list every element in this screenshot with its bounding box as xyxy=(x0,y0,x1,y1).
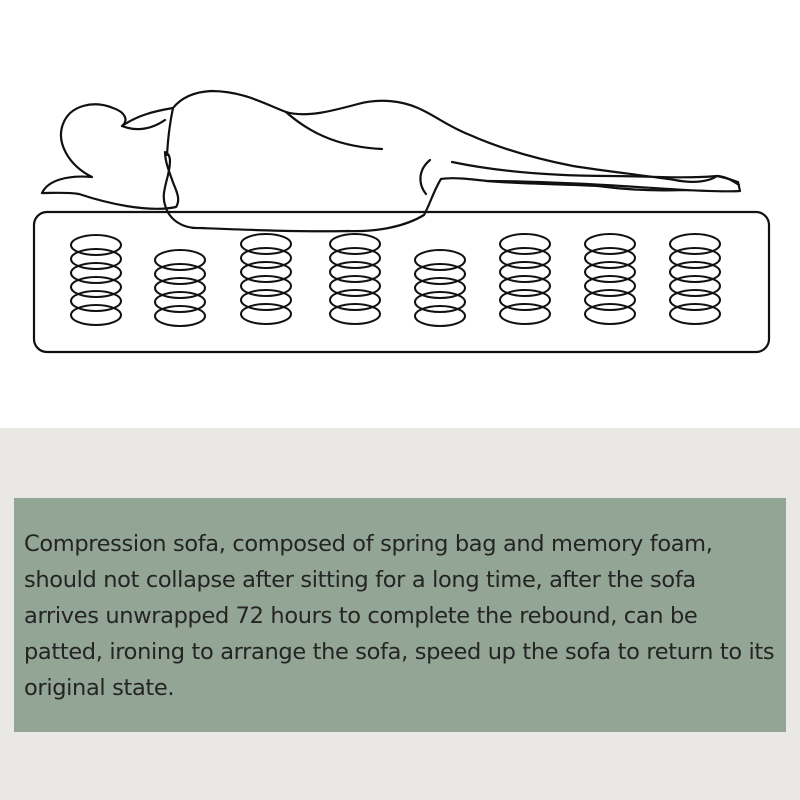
spring-coil xyxy=(415,306,465,326)
spring-coil xyxy=(330,304,380,324)
coil-spring-icon xyxy=(585,234,635,324)
caption-box xyxy=(14,498,786,732)
coil-spring-icon xyxy=(155,250,205,326)
spring-coil xyxy=(71,305,121,325)
spring-coil xyxy=(585,304,635,324)
coil-spring-icon xyxy=(241,234,291,324)
coil-spring-icon xyxy=(415,250,465,326)
caption-panel xyxy=(0,428,800,800)
leg-line-upper xyxy=(452,162,717,177)
caption-text: Compression sofa, composed of spring bag and memory foam, should not collapse after sitting for a long time, after the sofa arrives unwrapped 72 hours to complete the rebound, can be patted, ironing to arrange the sofa, speed up the sofa to return to its original state. xyxy=(24,531,775,701)
spring-coil xyxy=(500,304,550,324)
shoulder-line xyxy=(167,108,173,155)
lying-person-icon xyxy=(42,91,740,231)
coil-spring-icon xyxy=(71,235,121,325)
spring-layer xyxy=(71,234,720,326)
spring-coil xyxy=(670,304,720,324)
coil-spring-icon xyxy=(500,234,550,324)
spring-coil xyxy=(241,304,291,324)
torso-line xyxy=(286,112,382,149)
hip-line xyxy=(420,160,430,194)
coil-spring-icon xyxy=(330,234,380,324)
spring-coil xyxy=(155,306,205,326)
mattress-icon xyxy=(34,212,769,352)
coil-spring-icon xyxy=(670,234,720,324)
